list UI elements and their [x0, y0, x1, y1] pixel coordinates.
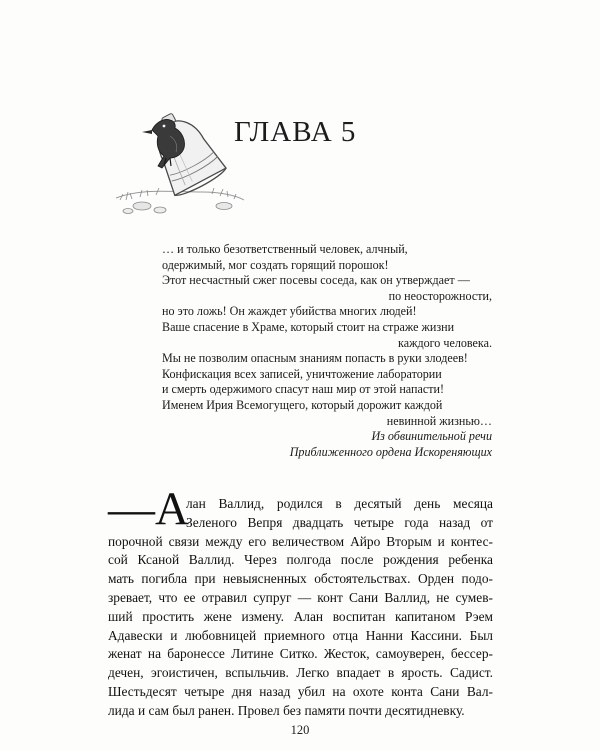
epigraph	[162, 242, 492, 460]
epigraph-line: и смерть одержимого спасут наш мир от этой напасти!	[162, 382, 444, 397]
drop-cap: —А	[108, 483, 189, 535]
body-line: лан Валлид, родился в десятый день месяца	[186, 496, 493, 511]
epigraph-line: одержимый, мог создать горящий порошок!	[162, 257, 389, 272]
body-line: дечен, эгоистичен, вспыльчив. Легко впадает в ярость. Садист.	[108, 665, 493, 681]
body-line: Адавески и любовницей приемного отца Нанни Кассини. Был	[108, 627, 493, 643]
body-line: Зеленого Вепря двадцать четыре года назад от	[186, 514, 493, 530]
epigraph-attribution: Из обвинительной речи	[371, 429, 492, 444]
body-line: мать погибла при невыясненных обстоятельствах. Орден подо-	[108, 571, 493, 587]
body-line: Шестьдесят четыре дня назад убил на охоте конта Сани Вал-	[108, 683, 493, 699]
epigraph-line: … и только безответственный человек, алчный,	[162, 242, 408, 256]
epigraph-line: каждого человека.	[398, 335, 492, 350]
epigraph-line: Конфискация всех записей, уничтожение лаборатории	[162, 366, 442, 381]
epigraph-line: по неосторожности,	[388, 288, 492, 303]
body-line: лида и сам был ранен. Провел без памяти почти десятидневку.	[108, 702, 465, 718]
epigraph-line: невинной жизнью…	[386, 413, 492, 428]
epigraph-line: Этот несчастный сжег посевы соседа, как он утверждает —	[162, 273, 470, 288]
epigraph-line: Мы не позволим опасным знаниям попасть в руки злодеев!	[162, 351, 468, 366]
raven-bell-illustration	[112, 88, 247, 218]
page-number: 120	[290, 723, 310, 737]
body-line: сой Ксаной Валлид. Через полгода после рождения ребенка	[108, 552, 493, 568]
epigraph-line: но это ложь! Он жаждет убийства многих людей!	[162, 304, 417, 319]
epigraph-line: Именем Ирия Всемогущего, который дорожит каждой	[162, 397, 443, 412]
body-line: зревает, что ее отравил супруг — конт Сани Валлид, не сумев-	[108, 589, 493, 605]
body-line: ший простить жене измену. Алан воспитан капитаном Рэем	[108, 608, 493, 624]
epigraph-attribution: Приближенного ордена Искореняющих	[289, 444, 492, 459]
epigraph-line: Ваше спасение в Храме, который стоит на страже жизни	[162, 319, 455, 334]
chapter-title: ГЛАВА 5	[234, 116, 357, 148]
body-paragraph	[108, 495, 493, 721]
body-line: порочной связи между его величеством Айро Вторым и контес-	[108, 533, 493, 549]
body-line: женат на баронессе Литине Ситко. Жесток, самоуверен, бессер-	[108, 646, 493, 662]
